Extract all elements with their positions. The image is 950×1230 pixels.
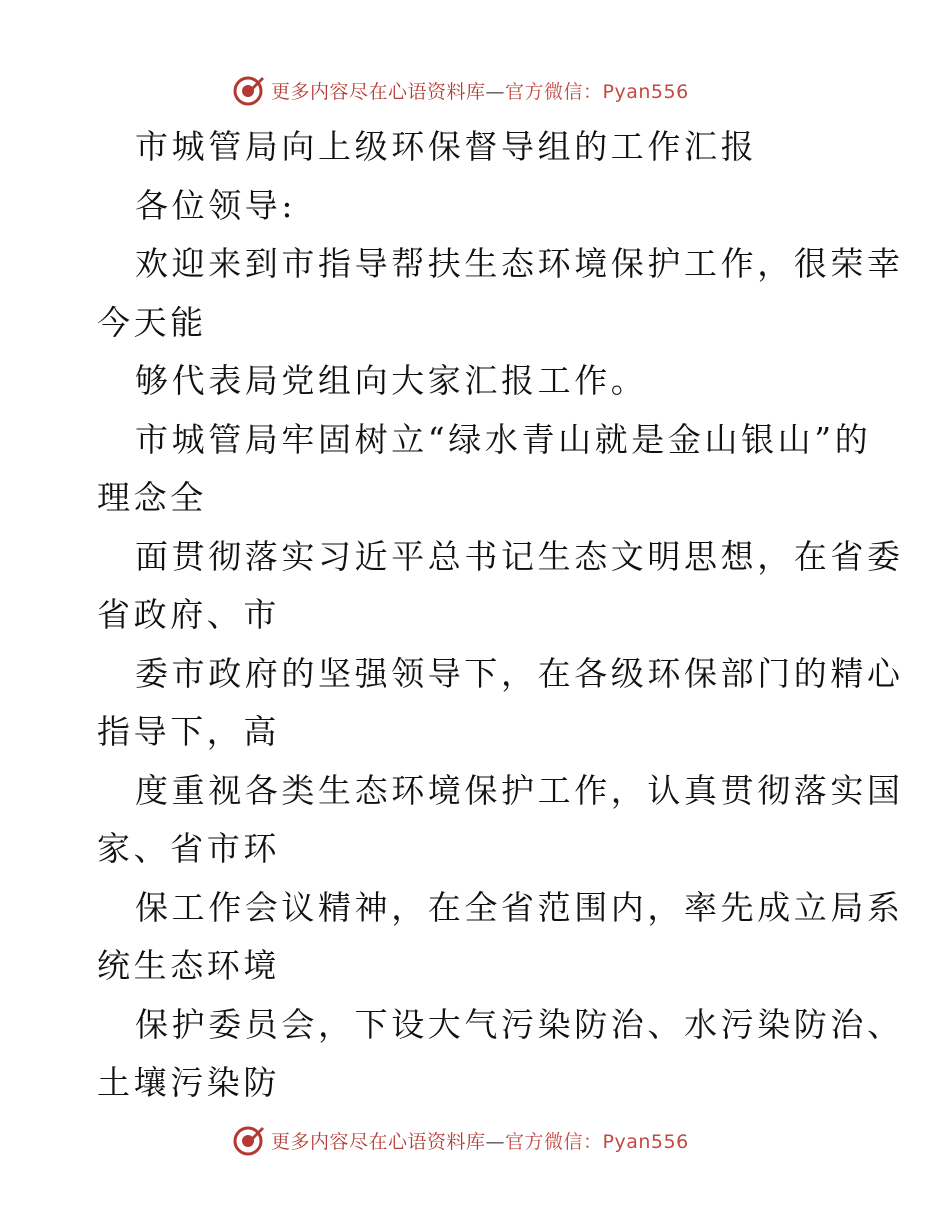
- watermark-text: [271, 1127, 689, 1154]
- watermark-site: 更多内容尽在心语资料库: [271, 1130, 486, 1153]
- text-line: 指导下，高: [97, 712, 280, 751]
- watermark-separator: —: [485, 1130, 506, 1153]
- header-watermark: [233, 73, 689, 107]
- text-line: 今天能: [97, 302, 207, 342]
- text-line: 统生态环境: [97, 946, 280, 985]
- document-body: [97, 118, 904, 1113]
- watermark-wechat: 官方微信：Pyan556: [505, 1130, 689, 1153]
- document-title: 市城管局向上级环保督导组的工作汇报: [135, 127, 758, 166]
- watermark-site: 更多内容尽在心语资料库: [271, 80, 486, 103]
- watermark-separator: —: [485, 80, 506, 103]
- text-line: 保护委员会，下设大气污染防治、水污染防治、: [135, 1004, 904, 1044]
- watermark-text: [271, 77, 689, 104]
- text-line: 委市政府的坚强领导下，在各级环保部门的精心: [135, 653, 904, 693]
- text-line: 市城管局牢固树立“绿水青山就是金山银山”的: [135, 419, 872, 459]
- pen-logo-icon: [233, 74, 265, 106]
- text-line: 理念全: [97, 478, 207, 517]
- text-line: 土壤污染防: [97, 1063, 280, 1102]
- text-line: 度重视各类生态环境保护工作，认真贯彻落实国: [135, 770, 904, 810]
- salutation: 各位领导:: [135, 185, 297, 225]
- pen-logo-icon: [233, 1124, 265, 1156]
- text-line: 省政府、市: [97, 595, 280, 634]
- footer-watermark: [233, 1123, 689, 1157]
- text-line: 面贯彻落实习近平总书记生态文明思想，在省委: [135, 536, 904, 576]
- text-line: 欢迎来到市指导帮扶生态环境保护工作，很荣幸: [135, 244, 904, 283]
- text-line: 家、省市环: [97, 829, 280, 868]
- text-line: 保工作会议精神，在全省范围内，率先成立局系: [135, 887, 904, 927]
- text-line: 够代表局党组向大家汇报工作。: [135, 361, 648, 400]
- watermark-wechat: 官方微信：Pyan556: [505, 80, 689, 103]
